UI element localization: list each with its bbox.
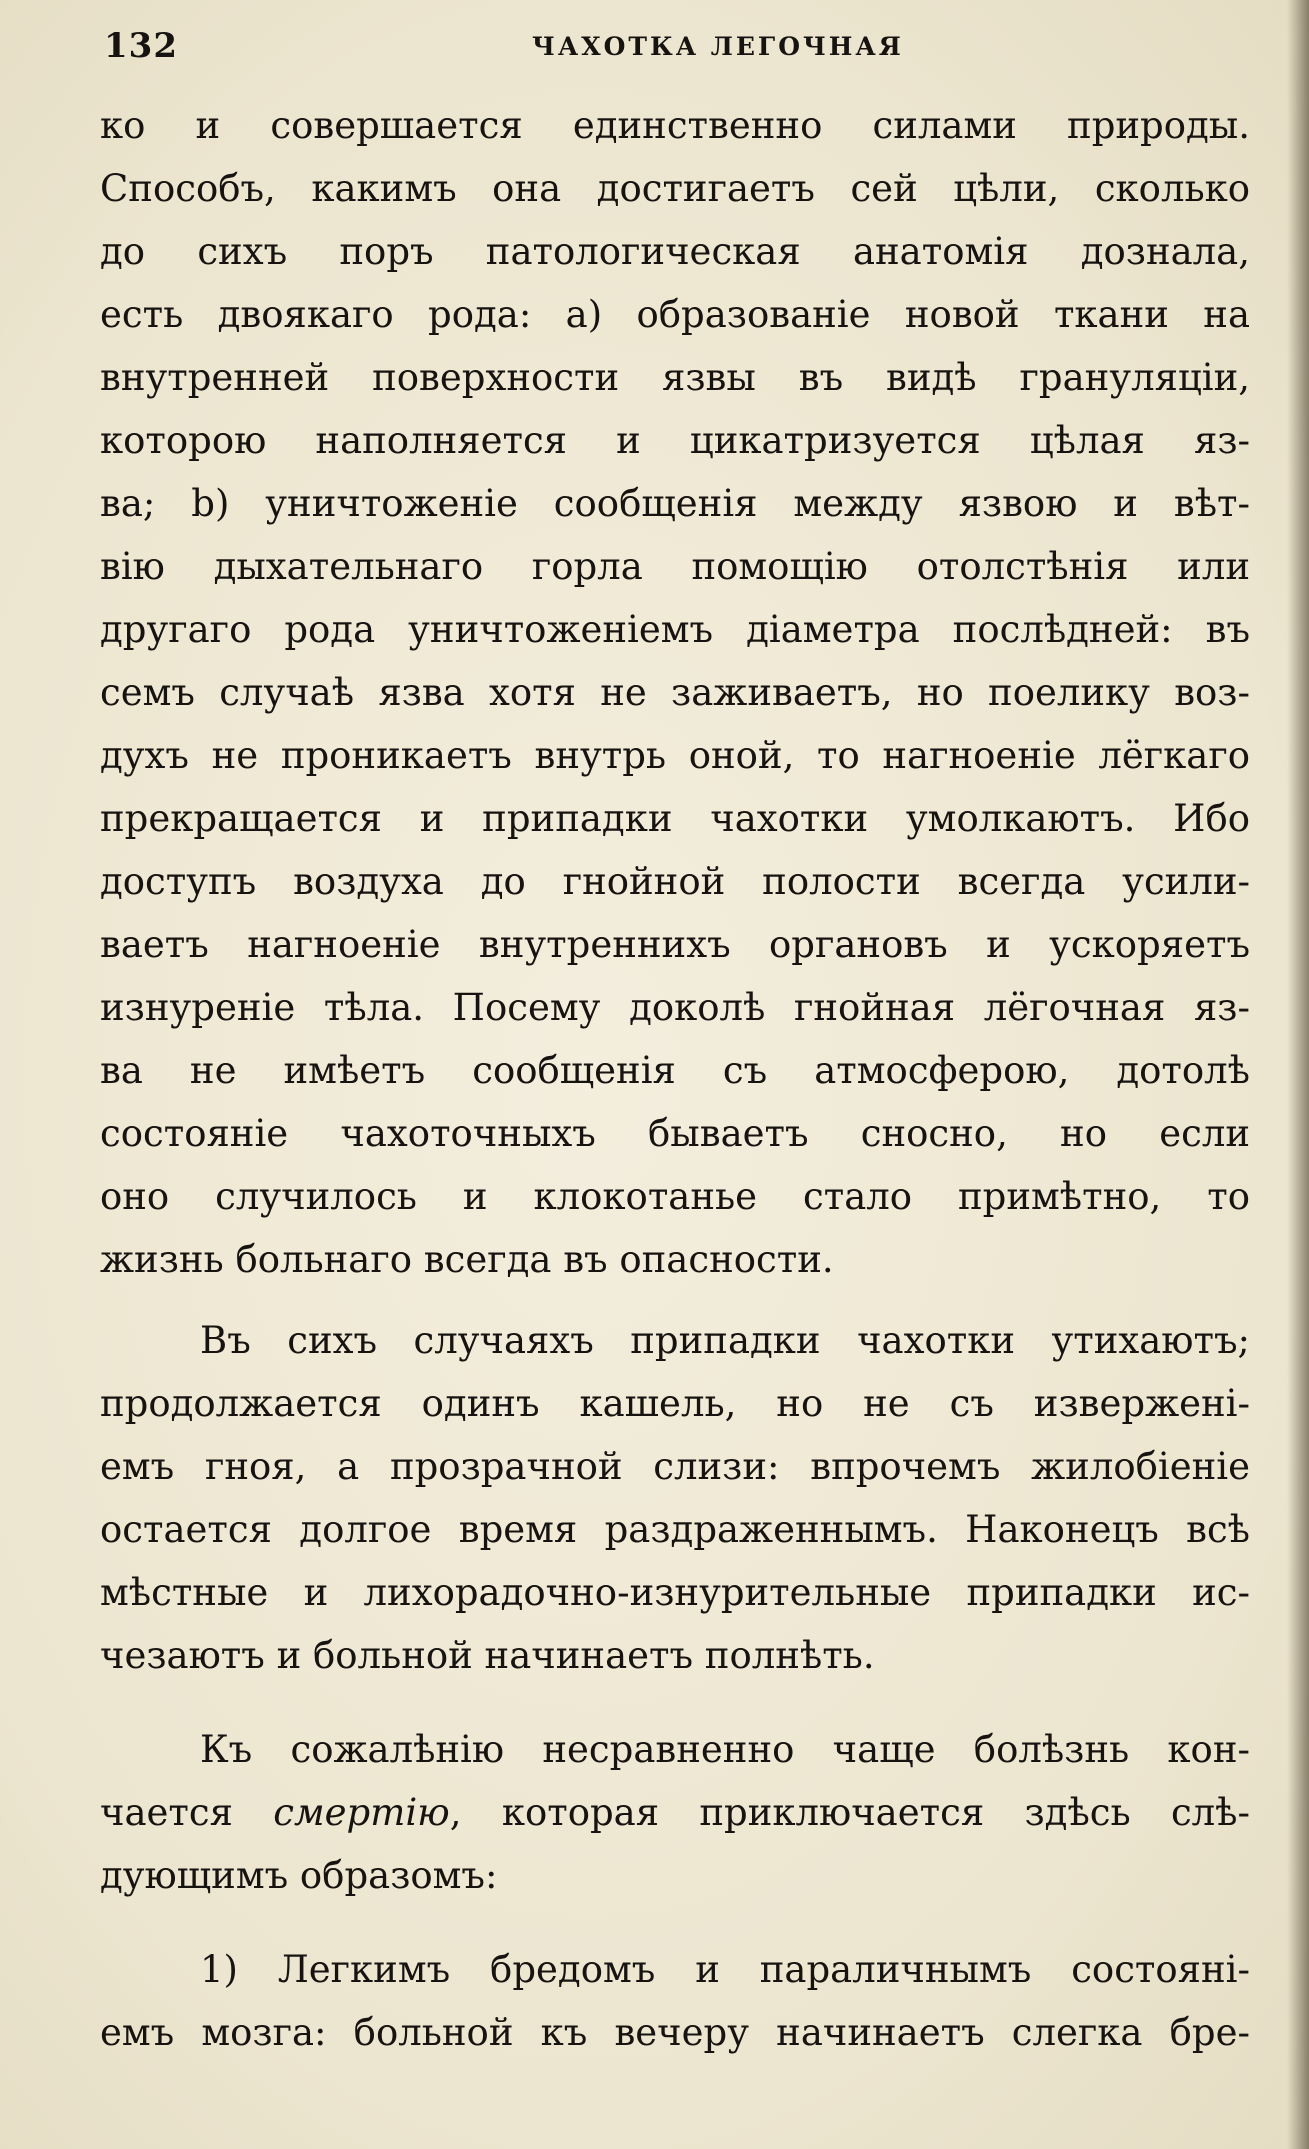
text-line: емъ мозга: больной къ вечеру начинаетъ слегка бре- — [100, 2011, 1250, 2054]
text-line: ва; b) уничтоженіе сообщенія между язвою и вѣт- — [100, 482, 1250, 525]
text-line: ко и совершается единственно силами природы. — [100, 104, 1250, 147]
text-line: ва не имѣетъ сообщенія съ атмосферою, дотолѣ — [100, 1049, 1250, 1092]
text-line: Въ сихъ случаяхъ припадки чахотки утихаютъ; — [200, 1319, 1250, 1362]
text-line: доступъ воздуха до гнойной полости всегда усили- — [100, 860, 1250, 903]
page-number: 132 — [104, 26, 178, 66]
text-line: остается долгое время раздраженнымъ. Наконецъ всѣ — [100, 1508, 1250, 1551]
text-run: чается — [100, 1791, 274, 1834]
text-line: состояніе чахоточныхъ бываетъ сносно, но если — [100, 1112, 1250, 1155]
text-line: оно случилось и клокотанье стало примѣтно, то — [100, 1175, 1250, 1218]
text-line: продолжается одинъ кашель, но не съ изверженi- — [100, 1382, 1250, 1425]
header-title: ЧАХОТКА ЛЕГОЧНАЯ — [532, 32, 904, 61]
text-line: семъ случаѣ язва хотя не заживаетъ, но поелику воз- — [100, 671, 1250, 714]
running-head — [100, 26, 1250, 76]
text-line: которою наполняется и цикатризуется цѣлая яз- — [100, 419, 1250, 462]
text-line: прекращается и припадки чахотки умолкаютъ. Ибо — [100, 797, 1250, 840]
text-line: емъ гноя, а прозрачной слизи: впрочемъ жилобіеніе — [100, 1445, 1250, 1488]
italic-term: смертію — [273, 1791, 450, 1834]
text-line: внутренней поверхности язвы въ видѣ грануляціи, — [100, 356, 1250, 399]
text-run: , которая приключается здѣсь слѣ- — [449, 1791, 1250, 1834]
text-line: до сихъ поръ патологическая анатомія дознала, — [100, 230, 1250, 273]
text-line: ваетъ нагноеніе внутреннихъ органовъ и ускоряетъ — [100, 923, 1250, 966]
text-line: мѣстные и лихорадочно-изнурительные припадки ис- — [100, 1571, 1250, 1614]
text-line: дующимъ образомъ: — [100, 1854, 498, 1897]
text-line: 1) Легкимъ бредомъ и параличнымъ состояні- — [200, 1948, 1250, 1991]
text-line: изнуреніе тѣла. Посему доколѣ гнойная лёгочная яз- — [100, 986, 1250, 1029]
text-line: другаго рода уничтоженіемъ діаметра послѣдней: въ — [100, 608, 1250, 651]
page-edge-shadow — [1287, 0, 1309, 2149]
text-line: чезаютъ и больной начинаетъ полнѣть. — [100, 1634, 875, 1677]
text-line: Къ сожалѣнію несравненно чаще болѣзнь кон- — [200, 1728, 1250, 1771]
text-line: вію дыхательнаго горла помощію отолстѣнія или — [100, 545, 1250, 588]
text-line: духъ не проникаетъ внутрь оной, то нагноеніе лёгкаго — [100, 734, 1250, 777]
text-line-mixed — [100, 1785, 1250, 1841]
text-line: Способъ, какимъ она достигаетъ сей цѣли, сколько — [100, 167, 1250, 210]
text-line: жизнь больнаго всегда въ опасности. — [100, 1238, 834, 1281]
text-line: есть двоякаго рода: а) образованіе новой ткани на — [100, 293, 1250, 336]
